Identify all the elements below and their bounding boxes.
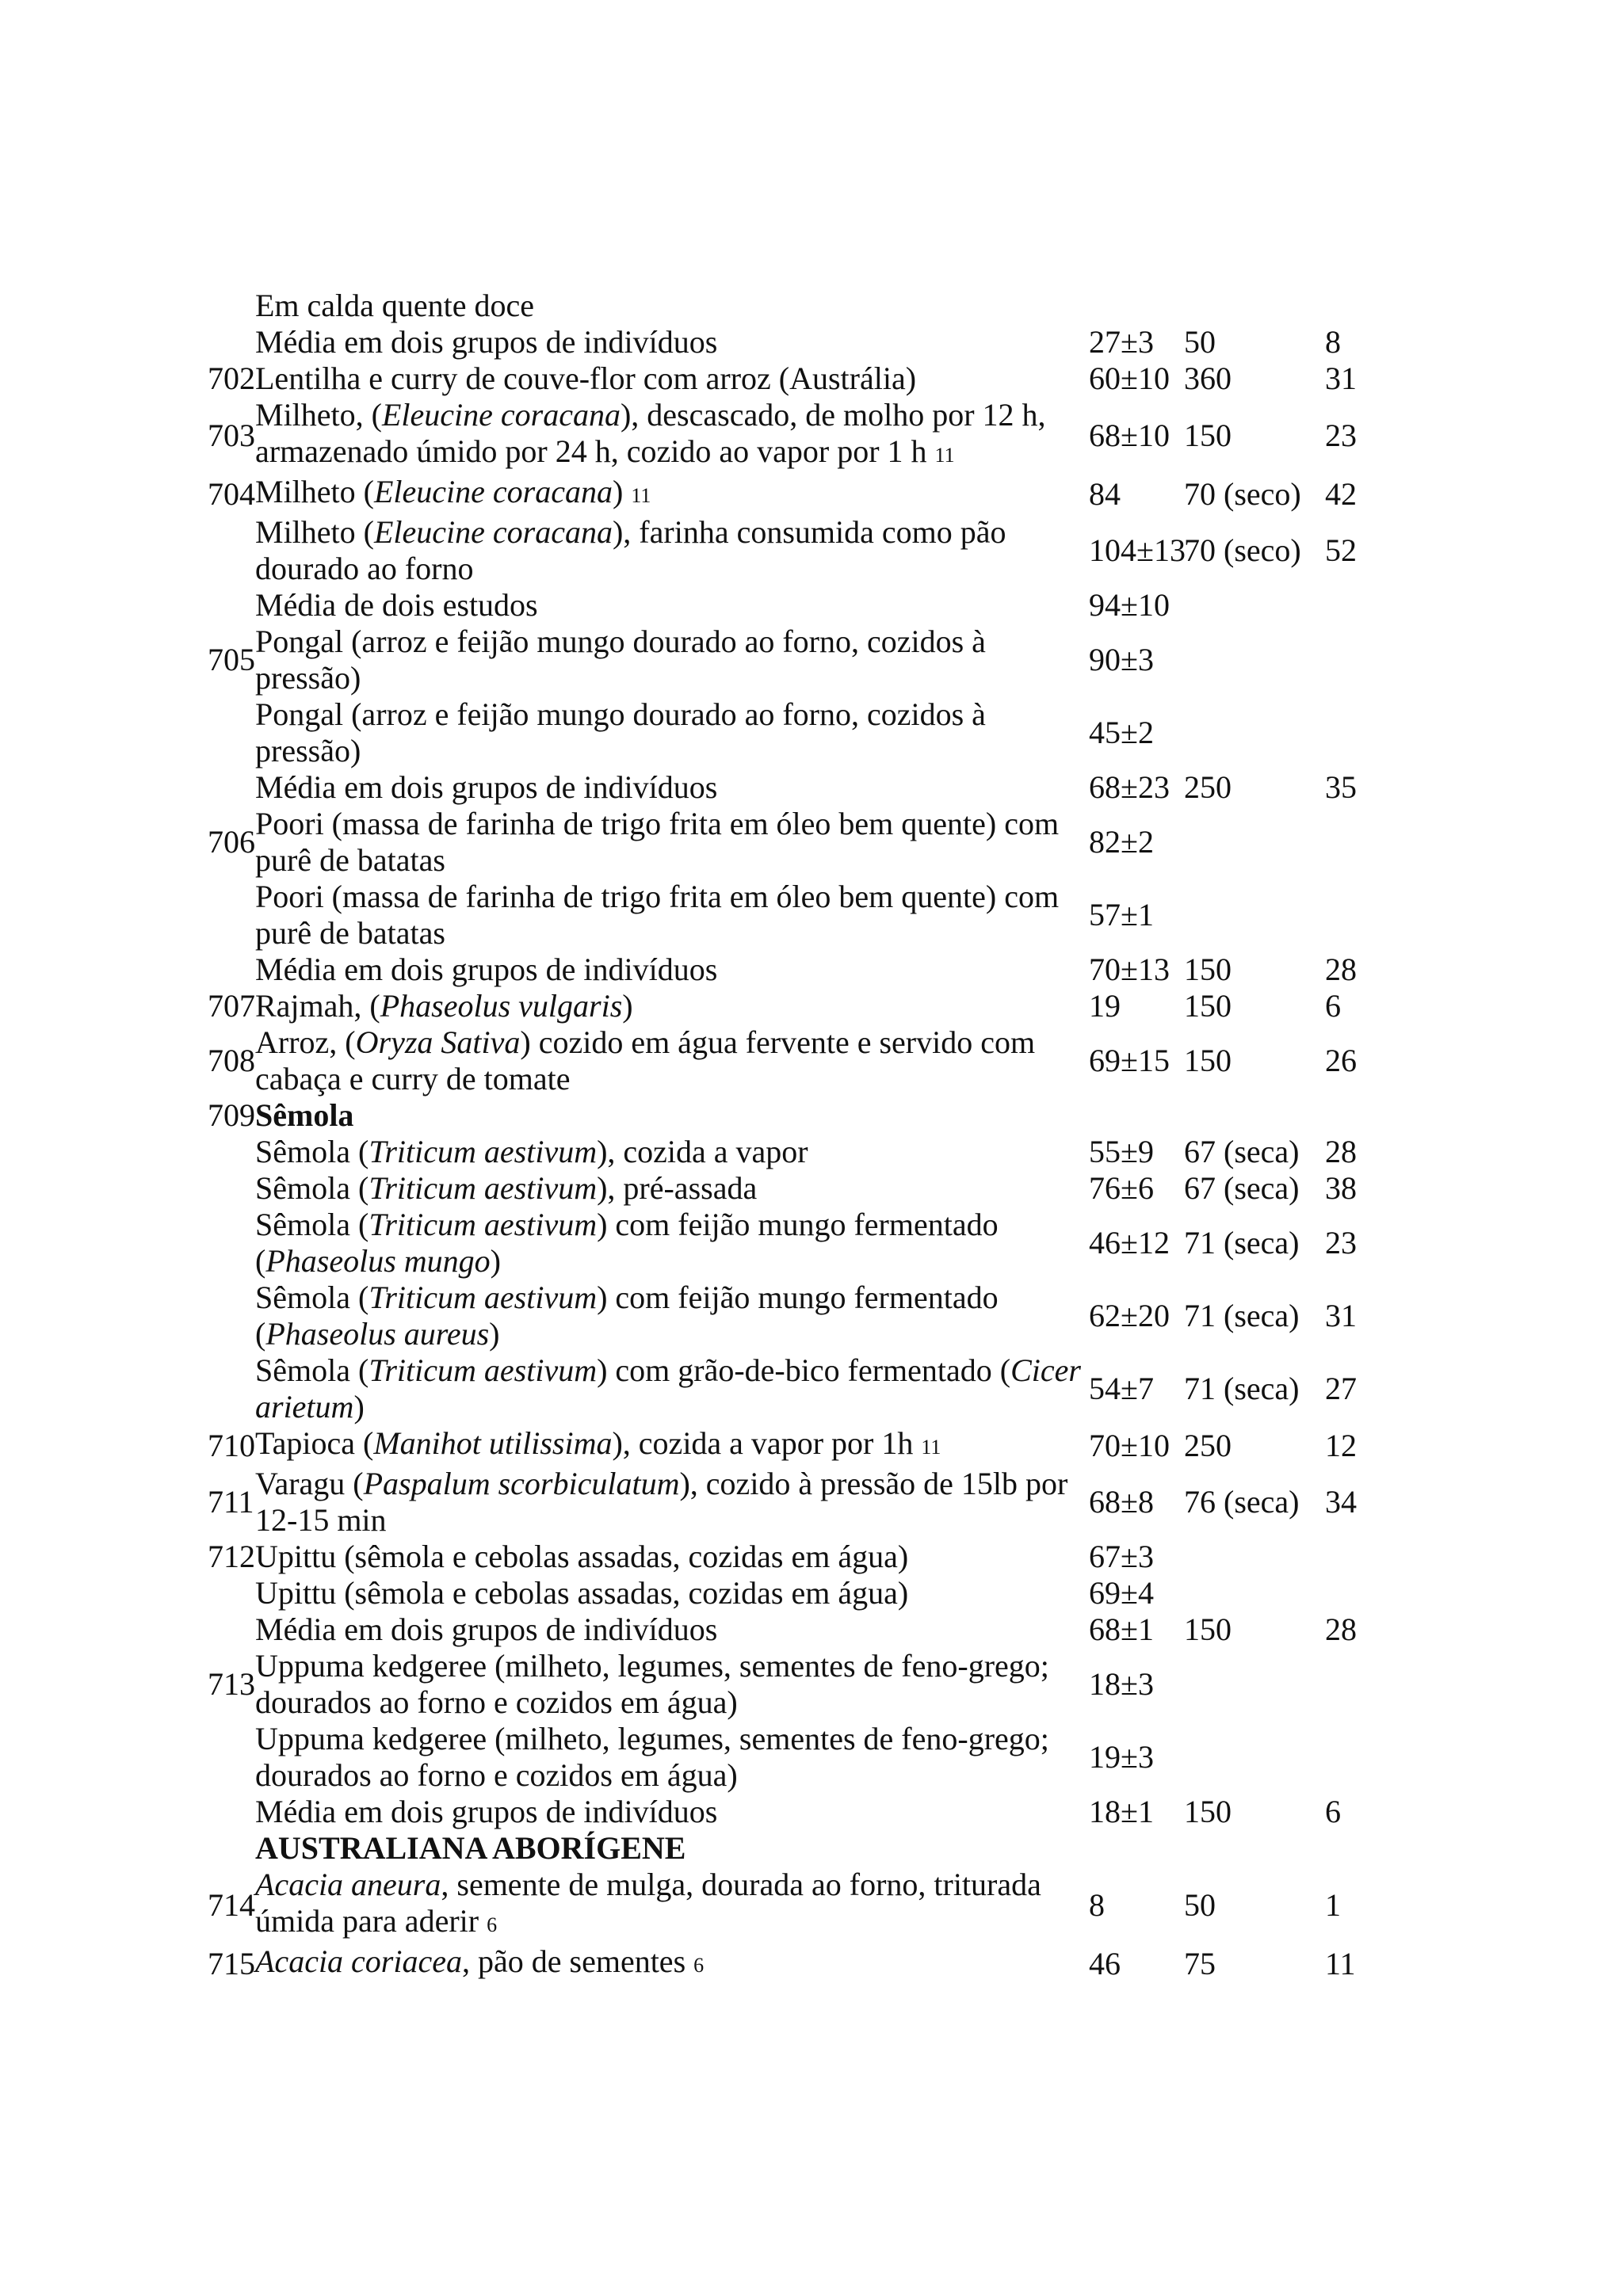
scientific-name: Oryza Sativa — [355, 1024, 521, 1060]
food-number: 715 — [208, 1945, 255, 1981]
portion-size — [1184, 624, 1325, 696]
description-text: Sêmola ( — [255, 1134, 369, 1169]
food-number — [208, 587, 255, 624]
portion-size — [1184, 879, 1325, 952]
food-description — [255, 1425, 1089, 1466]
table-row — [208, 360, 1373, 397]
food-number: 711 — [208, 1484, 254, 1520]
glycemic-index-value: 70±13 — [1089, 952, 1170, 987]
food-description — [255, 624, 1089, 696]
scientific-name: Triticum aestivum — [369, 1134, 598, 1169]
food-description — [255, 1867, 1089, 1943]
description-text: Rajmah, ( — [255, 988, 380, 1024]
description-text: Arroz, ( — [255, 1024, 356, 1060]
table-row — [208, 1207, 1373, 1280]
table-row — [208, 1648, 1373, 1721]
carbohydrate-value — [1325, 288, 1373, 324]
table-row — [208, 288, 1373, 324]
glycemic-index-value: 57±1 — [1089, 897, 1154, 933]
glycemic-index-value: 54±7 — [1089, 1371, 1154, 1406]
carbohydrate-value: 28 — [1325, 1134, 1357, 1169]
portion-size: 75 — [1184, 1945, 1216, 1981]
portion-size: 150 — [1184, 1043, 1232, 1078]
food-number: 708 — [208, 1043, 255, 1078]
table-row — [208, 696, 1373, 769]
food-number — [208, 1134, 255, 1170]
food-description — [255, 397, 1089, 474]
food-number: 703 — [208, 417, 255, 453]
description-text: ), cozido à pressão de 15lb por 12-15 min — [255, 1466, 1068, 1538]
table-row — [208, 1830, 1373, 1867]
table-row — [208, 624, 1373, 696]
description-text: ), pré-assada — [597, 1170, 758, 1206]
description-text: Média em dois grupos de indivíduos — [255, 324, 718, 360]
table-row — [208, 988, 1373, 1024]
food-number: 710 — [208, 1427, 255, 1463]
table-row — [208, 1280, 1373, 1352]
food-number: 712 — [208, 1539, 255, 1574]
table-row — [208, 1097, 1373, 1134]
portion-size — [1184, 587, 1325, 624]
carbohydrate-value: 12 — [1325, 1427, 1357, 1463]
food-number — [208, 1830, 255, 1867]
food-number: 704 — [208, 475, 255, 512]
portion-size: 67 (seca) — [1184, 1170, 1300, 1206]
table-row — [208, 952, 1373, 988]
carbohydrate-value — [1325, 624, 1373, 696]
food-description — [255, 1943, 1089, 1984]
food-description — [255, 324, 1089, 360]
carbohydrate-value: 26 — [1325, 1043, 1357, 1078]
description-text: Sêmola ( — [255, 1352, 369, 1388]
glycemic-index-value: 55±9 — [1089, 1134, 1154, 1169]
description-text: Uppuma kedgeree (milheto, legumes, sementes de feno-grego; dourados ao forno e cozidos em água) — [255, 1721, 1049, 1793]
food-description — [255, 1207, 1089, 1280]
description-text: Milheto, ( — [255, 397, 382, 433]
glycemic-index-value: 60±10 — [1089, 360, 1170, 396]
table-row — [208, 1539, 1373, 1575]
description-text: Upittu (sêmola e cebolas assadas, cozidas em água) — [255, 1575, 909, 1611]
scientific-name: Eleucine coracana — [381, 397, 621, 433]
description-text: Milheto ( — [255, 514, 374, 550]
glycemic-index-value — [1089, 1830, 1184, 1867]
portion-size — [1184, 1648, 1325, 1721]
food-description — [255, 806, 1089, 879]
glycemic-index-value: 94±10 — [1089, 587, 1170, 623]
portion-size — [1184, 696, 1325, 769]
portion-size: 76 (seca) — [1184, 1484, 1300, 1520]
description-text: ) com grão-de-bico fermentado ( — [597, 1352, 1011, 1388]
scientific-name: Manihot utilissima — [373, 1425, 613, 1461]
table-row — [208, 514, 1373, 587]
table-row — [208, 1466, 1373, 1539]
description-text: Poori (massa de farinha de trigo frita em óleo bem quente) com purê de batatas — [255, 879, 1060, 951]
carbohydrate-value: 28 — [1325, 952, 1357, 987]
glycemic-index-value: 18±3 — [1089, 1666, 1154, 1702]
portion-size: 150 — [1184, 952, 1232, 987]
description-text: Pongal (arroz e feijão mungo dourado ao forno, cozidos à pressão) — [255, 624, 986, 696]
description-text: ), farinha consumida como pão dourado ao forno — [255, 514, 1006, 586]
description-text: Sêmola ( — [255, 1170, 369, 1206]
carbohydrate-value: 35 — [1325, 769, 1357, 805]
description-text: Média em dois grupos de indivíduos — [255, 1794, 718, 1829]
food-description — [255, 696, 1089, 769]
food-number — [208, 952, 255, 988]
food-description — [255, 1466, 1089, 1539]
food-description — [255, 1721, 1089, 1794]
food-number — [208, 324, 255, 360]
carbohydrate-value — [1325, 587, 1373, 624]
table-row — [208, 587, 1373, 624]
carbohydrate-value — [1325, 1721, 1373, 1794]
food-number — [208, 1794, 255, 1830]
description-text: Média em dois grupos de indivíduos — [255, 952, 718, 987]
description-text: Sêmola ( — [255, 1207, 369, 1242]
scientific-name: Eleucine coracana — [373, 514, 613, 550]
scientific-name: Acacia aneura — [255, 1867, 441, 1902]
portion-size: 250 — [1184, 769, 1232, 805]
portion-size: 150 — [1184, 417, 1232, 453]
description-text: ) — [622, 988, 633, 1024]
description-text: Média de dois estudos — [255, 587, 538, 623]
table-row — [208, 1794, 1373, 1830]
description-text: ) — [612, 474, 632, 509]
portion-size: 150 — [1184, 1611, 1232, 1647]
glycemic-index-value — [1089, 1097, 1184, 1134]
description-text: Milheto ( — [255, 474, 374, 509]
table-body — [208, 288, 1373, 1984]
scientific-name: Phaseolus mungo — [265, 1243, 491, 1279]
glycemic-index-value: 27±3 — [1089, 324, 1154, 360]
portion-size: 360 — [1184, 360, 1232, 396]
description-text: Sêmola — [255, 1097, 354, 1133]
table-row — [208, 806, 1373, 879]
description-text: Sêmola ( — [255, 1280, 369, 1315]
food-number — [208, 696, 255, 769]
food-description — [255, 288, 1089, 324]
food-description — [255, 1575, 1089, 1611]
food-number — [208, 1575, 255, 1611]
food-number: 714 — [208, 1886, 255, 1923]
scientific-name: Acacia coriacea — [255, 1943, 462, 1979]
scientific-name: Phaseolus aureus — [265, 1316, 490, 1352]
scientific-name: Triticum aestivum — [369, 1280, 598, 1315]
description-text: ), cozida a vapor por 1h — [612, 1425, 922, 1461]
portion-size: 150 — [1184, 988, 1232, 1024]
scientific-name: Triticum aestivum — [369, 1170, 598, 1206]
carbohydrate-value — [1325, 696, 1373, 769]
description-text: Pongal (arroz e feijão mungo dourado ao forno, cozidos à pressão) — [255, 696, 986, 769]
food-number: 713 — [208, 1666, 255, 1702]
carbohydrate-value: 6 — [1325, 1794, 1341, 1829]
scientific-name: Cicer arietum — [255, 1352, 1081, 1425]
glycemic-index-value: 68±10 — [1089, 417, 1170, 453]
food-number — [208, 879, 255, 952]
table-row — [208, 324, 1373, 360]
food-description — [255, 769, 1089, 806]
table-row — [208, 1024, 1373, 1097]
carbohydrate-value: 27 — [1325, 1371, 1357, 1406]
table-row — [208, 769, 1373, 806]
reference-number: 6 — [693, 1954, 705, 1977]
description-text: Lentilha e curry de couve-flor com arroz (Austrália) — [255, 360, 917, 396]
description-text: Tapioca ( — [255, 1425, 374, 1461]
description-text: Em calda quente doce — [255, 288, 535, 323]
food-number — [208, 1280, 255, 1352]
table-row — [208, 1352, 1373, 1425]
description-text: ) — [489, 1316, 500, 1352]
reference-number: 6 — [487, 1913, 498, 1936]
food-description — [255, 1280, 1089, 1352]
carbohydrate-value — [1325, 1830, 1373, 1867]
glycemic-index-table — [208, 288, 1373, 1984]
table-row — [208, 1611, 1373, 1648]
carbohydrate-value — [1325, 1097, 1373, 1134]
carbohydrate-value: 1 — [1325, 1886, 1341, 1923]
food-number: 702 — [208, 360, 255, 396]
glycemic-index-value: 68±8 — [1089, 1484, 1154, 1520]
portion-size: 71 (seca) — [1184, 1225, 1300, 1261]
carbohydrate-value: 23 — [1325, 417, 1357, 453]
glycemic-index-value: 19 — [1089, 988, 1121, 1024]
food-description — [255, 1611, 1089, 1648]
glycemic-index-value: 8 — [1089, 1886, 1105, 1923]
table-row — [208, 397, 1373, 474]
food-description — [255, 1134, 1089, 1170]
description-text: ) cozido em água fervente e servido com cabaça e curry de tomate — [255, 1024, 1036, 1097]
description-text: Varagu ( — [255, 1466, 364, 1501]
food-number — [208, 288, 255, 324]
glycemic-index-value: 69±4 — [1089, 1575, 1154, 1611]
table-row — [208, 1170, 1373, 1207]
description-text: Média em dois grupos de indivíduos — [255, 1611, 718, 1647]
carbohydrate-value — [1325, 879, 1373, 952]
carbohydrate-value — [1325, 1648, 1373, 1721]
description-text: ), cozida a vapor — [597, 1134, 808, 1169]
food-description — [255, 879, 1089, 952]
portion-size — [1184, 1539, 1325, 1575]
food-description — [255, 1539, 1089, 1575]
food-number: 705 — [208, 642, 255, 677]
food-description — [255, 1097, 1089, 1134]
description-text: ) com feijão mungo fermentado ( — [255, 1280, 999, 1352]
scientific-name: Triticum aestivum — [369, 1352, 598, 1388]
food-description — [255, 952, 1089, 988]
glycemic-index-value: 69±15 — [1089, 1043, 1170, 1078]
food-number — [208, 1207, 255, 1280]
portion-size: 250 — [1184, 1427, 1232, 1463]
food-description — [255, 474, 1089, 514]
table-row — [208, 879, 1373, 952]
glycemic-index-value: 68±23 — [1089, 769, 1170, 805]
scientific-name: Triticum aestivum — [369, 1207, 598, 1242]
portion-size: 70 (seco) — [1184, 532, 1301, 568]
portion-size: 70 (seco) — [1184, 475, 1301, 512]
carbohydrate-value — [1325, 1539, 1373, 1575]
glycemic-index-value: 62±20 — [1089, 1298, 1170, 1333]
carbohydrate-value: 23 — [1325, 1225, 1357, 1261]
glycemic-index-value: 45±2 — [1089, 715, 1154, 750]
carbohydrate-value: 6 — [1325, 988, 1341, 1024]
description-text: Upittu (sêmola e cebolas assadas, cozidas em água) — [255, 1539, 909, 1574]
food-description — [255, 514, 1089, 587]
portion-size: 71 (seca) — [1184, 1371, 1300, 1406]
description-text: ) — [490, 1243, 501, 1279]
portion-size: 50 — [1184, 324, 1216, 360]
food-description — [255, 1648, 1089, 1721]
food-description — [255, 1024, 1089, 1097]
portion-size: 71 (seca) — [1184, 1298, 1300, 1333]
scientific-name: Eleucine coracana — [373, 474, 613, 509]
glycemic-index-value: 104±13 — [1089, 532, 1186, 568]
glycemic-index-value: 84 — [1089, 475, 1121, 512]
carbohydrate-value: 8 — [1325, 324, 1341, 360]
food-number — [208, 514, 255, 587]
food-description — [255, 1352, 1089, 1425]
food-number — [208, 769, 255, 806]
glycemic-index-value: 46 — [1089, 1945, 1121, 1981]
portion-size — [1184, 1830, 1325, 1867]
description-text: Uppuma kedgeree (milheto, legumes, sementes de feno-grego; dourados ao forno e cozidos em água) — [255, 1648, 1049, 1720]
carbohydrate-value: 42 — [1325, 475, 1357, 512]
description-text: , semente de mulga, dourada ao forno, triturada úmida para aderir — [255, 1867, 1041, 1939]
carbohydrate-value: 34 — [1325, 1484, 1357, 1520]
glycemic-index-value — [1089, 288, 1184, 324]
portion-size — [1184, 288, 1325, 324]
description-text: ), descascado, de molho por 12 h, armazenado úmido por 24 h, cozido ao vapor por 1 h — [255, 397, 1046, 469]
carbohydrate-value: 38 — [1325, 1170, 1357, 1206]
glycemic-index-value: 68±1 — [1089, 1611, 1154, 1647]
glycemic-index-value: 67±3 — [1089, 1539, 1154, 1574]
carbohydrate-value: 11 — [1325, 1945, 1356, 1981]
glycemic-index-value: 90±3 — [1089, 642, 1154, 677]
portion-size: 50 — [1184, 1886, 1216, 1923]
portion-size — [1184, 1575, 1325, 1611]
reference-number: 11 — [934, 444, 955, 467]
carbohydrate-value: 31 — [1325, 1298, 1357, 1333]
portion-size: 67 (seca) — [1184, 1134, 1300, 1169]
description-text: Poori (massa de farinha de trigo frita em óleo bem quente) com purê de batatas — [255, 806, 1060, 878]
portion-size — [1184, 1721, 1325, 1794]
glycemic-index-value: 18±1 — [1089, 1794, 1154, 1829]
food-number: 707 — [208, 988, 255, 1024]
food-description — [255, 1170, 1089, 1207]
table-row — [208, 1134, 1373, 1170]
glycemic-index-value: 19±3 — [1089, 1739, 1154, 1775]
table-row — [208, 474, 1373, 514]
description-text: ) — [353, 1389, 365, 1425]
description-text: Média em dois grupos de indivíduos — [255, 769, 718, 805]
reference-number: 11 — [921, 1436, 941, 1459]
food-number: 706 — [208, 824, 255, 860]
food-number — [208, 1721, 255, 1794]
table-row — [208, 1575, 1373, 1611]
food-number — [208, 1611, 255, 1648]
table-row — [208, 1721, 1373, 1794]
table-row — [208, 1425, 1373, 1466]
description-text: , pão de sementes — [462, 1943, 694, 1979]
carbohydrate-value — [1325, 1575, 1373, 1611]
portion-size — [1184, 806, 1325, 879]
portion-size — [1184, 1097, 1325, 1134]
glycemic-index-value: 46±12 — [1089, 1225, 1170, 1261]
food-description — [255, 587, 1089, 624]
glycemic-index-value: 70±10 — [1089, 1427, 1170, 1463]
food-description — [255, 1794, 1089, 1830]
food-description — [255, 988, 1089, 1024]
carbohydrate-value: 28 — [1325, 1611, 1357, 1647]
table-row — [208, 1867, 1373, 1943]
food-description — [255, 360, 1089, 397]
food-description — [255, 1830, 1089, 1867]
food-number — [208, 1352, 255, 1425]
carbohydrate-value — [1325, 806, 1373, 879]
portion-size: 150 — [1184, 1794, 1232, 1829]
scientific-name: Phaseolus vulgaris — [380, 988, 623, 1024]
table-row — [208, 1943, 1373, 1984]
food-number: 709 — [208, 1097, 255, 1133]
scientific-name: Paspalum scorbiculatum — [363, 1466, 680, 1501]
reference-number: 11 — [631, 484, 651, 507]
glycemic-index-value: 76±6 — [1089, 1170, 1154, 1206]
food-number — [208, 1170, 255, 1207]
description-text: ) com feijão mungo fermentado ( — [255, 1207, 999, 1279]
carbohydrate-value: 52 — [1325, 532, 1357, 568]
description-text: AUSTRALIANA ABORÍGENE — [255, 1830, 686, 1866]
glycemic-index-value: 82±2 — [1089, 824, 1154, 860]
carbohydrate-value: 31 — [1325, 360, 1357, 396]
